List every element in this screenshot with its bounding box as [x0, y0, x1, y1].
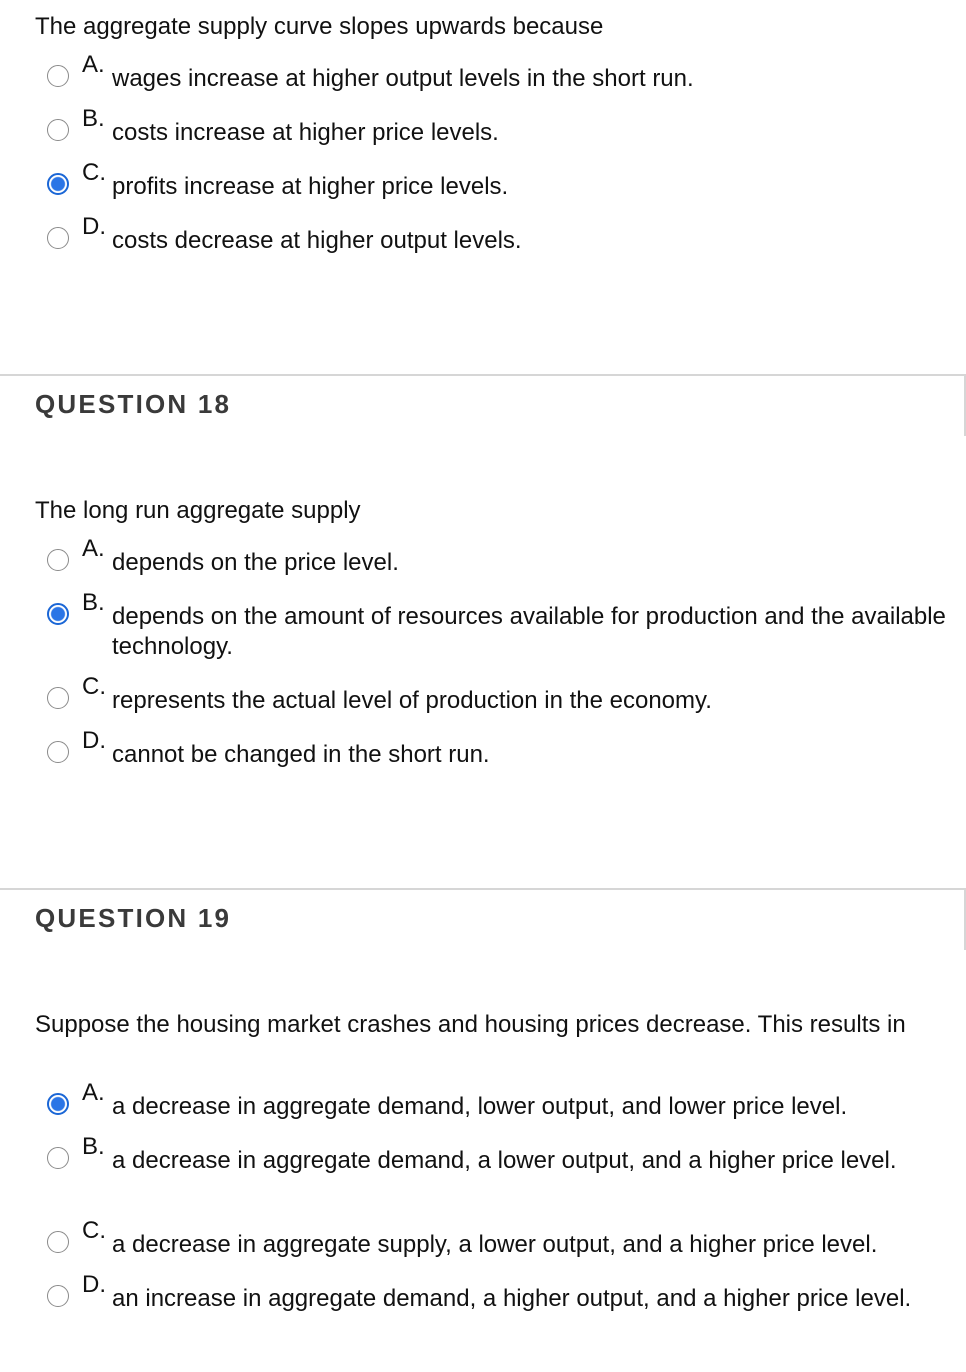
radio-button[interactable] — [47, 1147, 69, 1169]
option-text: wages increase at higher output levels in the short run. — [112, 65, 694, 92]
option-letter: C. — [82, 1217, 106, 1244]
radio-button-selected[interactable] — [47, 173, 69, 195]
option-text: costs decrease at higher output levels. — [112, 227, 522, 254]
option-letter: A. — [82, 51, 105, 78]
option-text: represents the actual level of production in the economy. — [112, 687, 712, 714]
radio-button[interactable] — [47, 1231, 69, 1253]
option-text: depends on the price level. — [112, 549, 399, 576]
option-text: a decrease in aggregate supply, a lower output, and a higher price level. — [112, 1231, 878, 1258]
radio-button[interactable] — [47, 227, 69, 249]
option-text: a decrease in aggregate demand, a lower output, and a higher price level. — [112, 1147, 897, 1174]
option-letter: B. — [82, 589, 105, 616]
option-text: costs increase at higher price levels. — [112, 119, 499, 146]
option-text: cannot be changed in the short run. — [112, 741, 490, 768]
radio-button[interactable] — [47, 549, 69, 571]
option-letter: C. — [82, 673, 106, 700]
question-18-text: The long run aggregate supply — [35, 497, 361, 524]
option-letter: B. — [82, 105, 105, 132]
question-17-text: The aggregate supply curve slopes upwards because — [35, 13, 604, 40]
question-19-text: Suppose the housing market crashes and housing prices decrease. This results in — [35, 1011, 906, 1038]
option-letter: D. — [82, 1271, 106, 1298]
question-19-label: QUESTION 19 — [35, 903, 232, 933]
radio-button-selected[interactable] — [47, 1093, 69, 1115]
radio-button[interactable] — [47, 687, 69, 709]
option-letter: C. — [82, 159, 106, 186]
option-letter: D. — [82, 727, 106, 754]
option-letter: A. — [82, 1079, 105, 1106]
option-text: profits increase at higher price levels. — [112, 173, 509, 200]
radio-button[interactable] — [47, 119, 69, 141]
option-text: depends on the amount of resources available for production and the available technology. — [112, 603, 946, 660]
question-18-label: QUESTION 18 — [35, 389, 232, 419]
option-letter: D. — [82, 213, 106, 240]
option-letter: A. — [82, 535, 105, 562]
radio-button[interactable] — [47, 741, 69, 763]
radio-button[interactable] — [47, 1285, 69, 1307]
option-text: an increase in aggregate demand, a higher output, and a higher price level. — [112, 1285, 912, 1312]
radio-button-selected[interactable] — [47, 603, 69, 625]
option-text: a decrease in aggregate demand, lower output, and lower price level. — [112, 1093, 848, 1120]
radio-button[interactable] — [47, 65, 69, 87]
option-letter: B. — [82, 1133, 105, 1160]
